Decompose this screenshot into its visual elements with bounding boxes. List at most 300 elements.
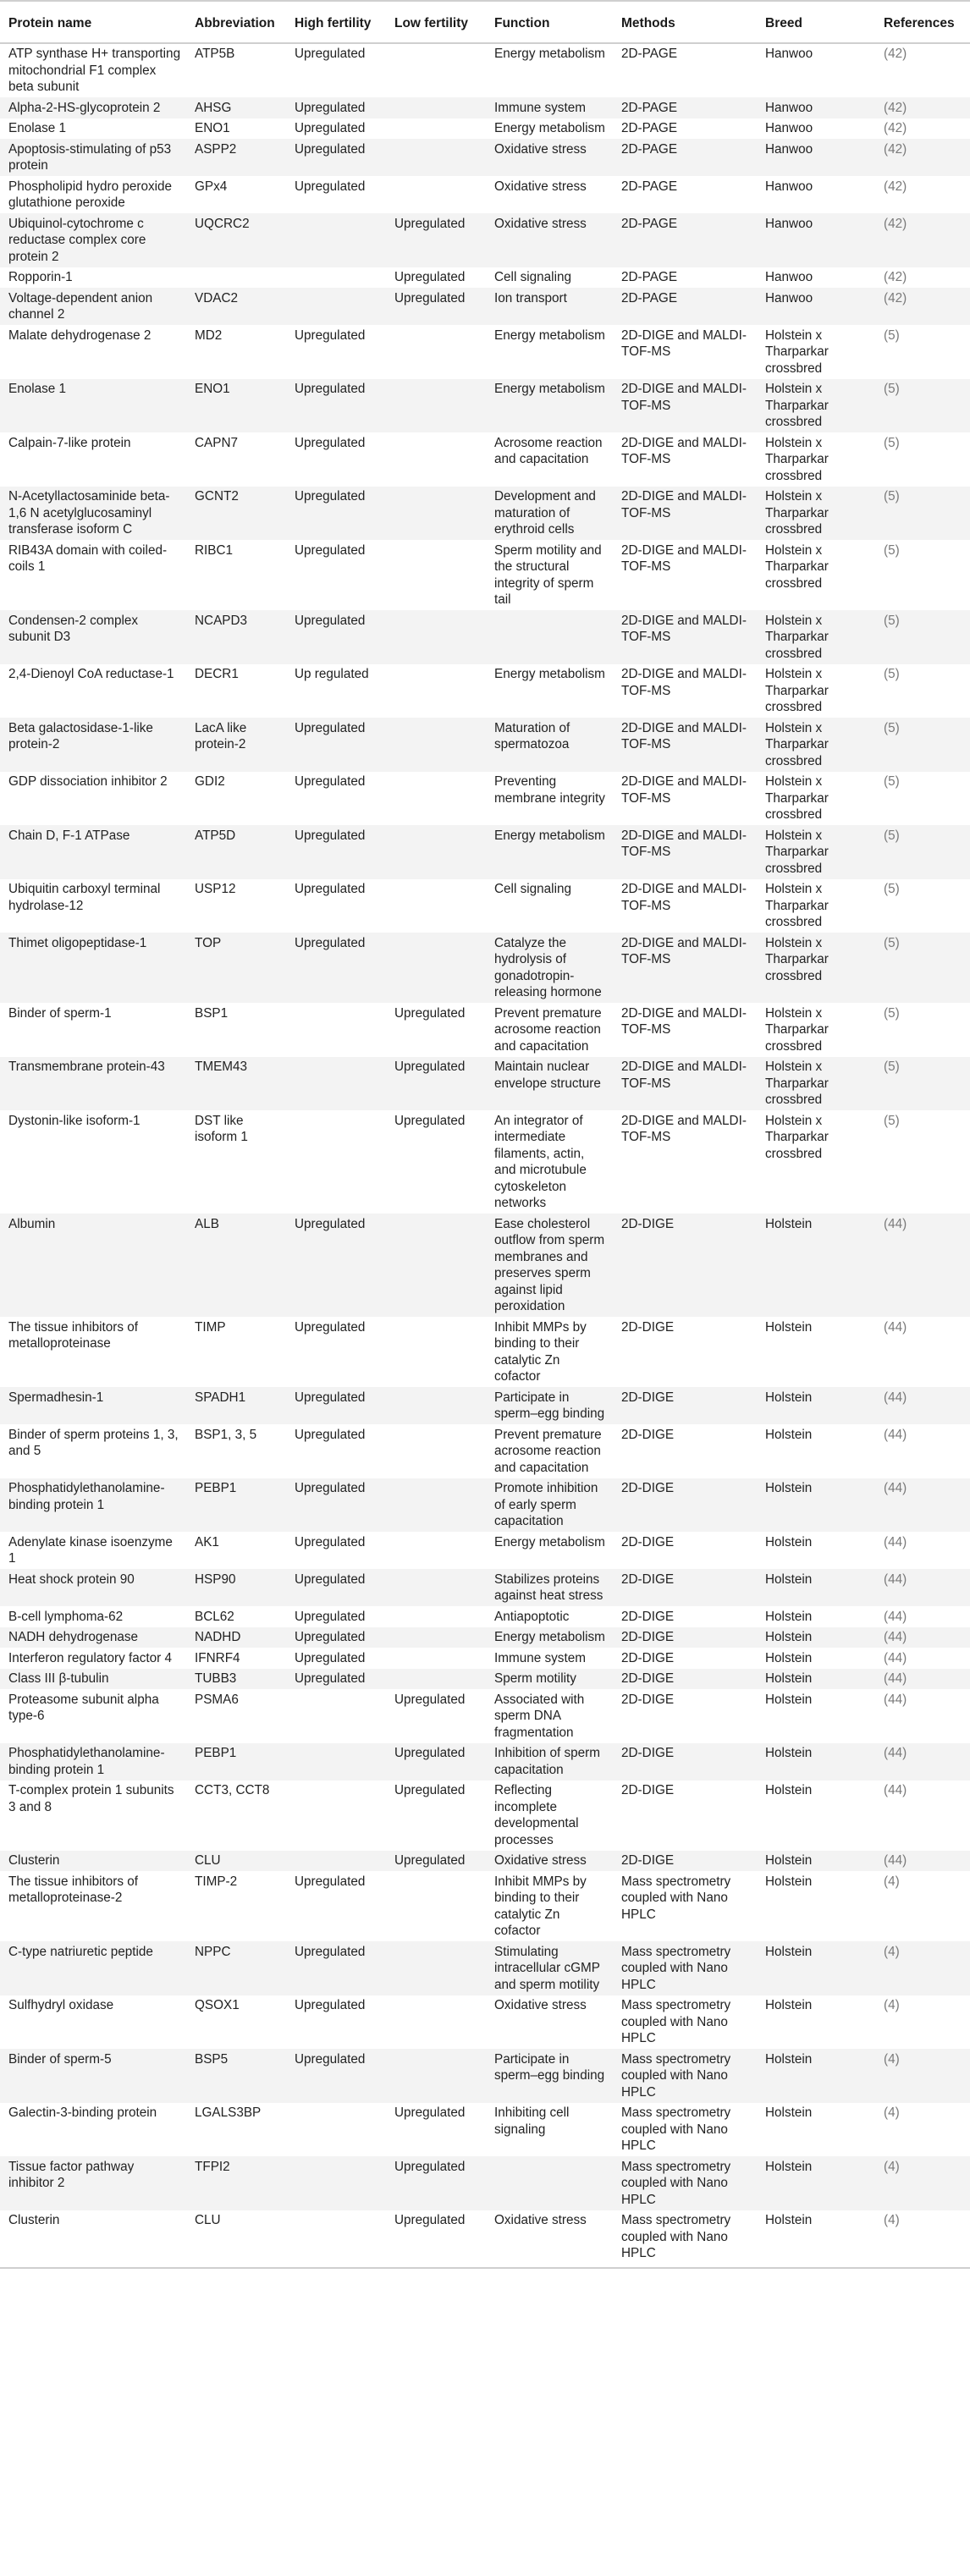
- reference-link[interactable]: 44: [888, 1746, 903, 1760]
- cell-function: Inhibiting cell signaling: [486, 2103, 613, 2157]
- cell-high-fertility: Upregulated: [286, 825, 386, 879]
- cell-function: Immune system: [486, 1648, 613, 1669]
- cell-low-fertility: [386, 1317, 486, 1387]
- header-function: Function: [486, 1, 613, 43]
- cell-function: An integrator of intermediate filaments, actin, and microtubule cytoskeleton networks: [486, 1110, 613, 1214]
- reference-link[interactable]: 5: [888, 382, 896, 396]
- cell-breed: Holstein x Tharparkar crossbred: [757, 879, 875, 933]
- cell-breed: Holstein: [757, 1569, 875, 1606]
- cell-protein-name: Beta galactosidase-1-like protein-2: [0, 718, 186, 772]
- cell-abbreviation: [186, 267, 286, 289]
- cell-methods: 2D-DIGE: [613, 1387, 757, 1424]
- cell-reference: (4): [875, 1941, 970, 1995]
- reference-link[interactable]: 5: [888, 828, 896, 843]
- cell-low-fertility: [386, 1214, 486, 1317]
- reference-link[interactable]: 44: [888, 1783, 903, 1797]
- cell-methods: 2D-DIGE and MALDI-TOF-MS: [613, 933, 757, 1003]
- cell-breed: Holstein x Tharparkar crossbred: [757, 772, 875, 826]
- cell-protein-name: Clusterin: [0, 1851, 186, 1872]
- table-row: [0, 325, 970, 379]
- cell-abbreviation: LacA like protein-2: [186, 718, 286, 772]
- cell-low-fertility: [386, 1669, 486, 1690]
- cell-breed: Holstein: [757, 2210, 875, 2268]
- cell-function: Prevent premature acrosome reaction and capacitation: [486, 1003, 613, 1057]
- cell-function: Participate in sperm–egg binding: [486, 1387, 613, 1424]
- reference-link[interactable]: 44: [888, 1481, 903, 1495]
- cell-methods: 2D-DIGE: [613, 1532, 757, 1569]
- reference-link[interactable]: 44: [888, 1671, 903, 1686]
- cell-high-fertility: Upregulated: [286, 879, 386, 933]
- cell-abbreviation: NADHD: [186, 1627, 286, 1649]
- cell-breed: Holstein x Tharparkar crossbred: [757, 1057, 875, 1111]
- cell-methods: 2D-DIGE: [613, 1743, 757, 1781]
- cell-abbreviation: USP12: [186, 879, 286, 933]
- cell-breed: Hanwoo: [757, 118, 875, 140]
- reference-link[interactable]: 44: [888, 1571, 903, 1587]
- cell-function: [486, 610, 613, 664]
- cell-breed: Holstein x Tharparkar crossbred: [757, 933, 875, 1003]
- cell-breed: Holstein: [757, 1532, 875, 1569]
- cell-protein-name: 2,4-Dienoyl CoA reductase-1: [0, 664, 186, 718]
- table-row: [0, 487, 970, 541]
- cell-low-fertility: Upregulated: [386, 1110, 486, 1214]
- cell-high-fertility: Upregulated: [286, 1995, 386, 2050]
- reference-link[interactable]: 5: [888, 1060, 896, 1074]
- cell-function: Energy metabolism: [486, 664, 613, 718]
- cell-breed: Holstein x Tharparkar crossbred: [757, 664, 875, 718]
- reference-link[interactable]: 4: [888, 1998, 896, 2012]
- cell-abbreviation: CLU: [186, 2210, 286, 2268]
- reference-link[interactable]: 44: [888, 1650, 903, 1665]
- cell-abbreviation: PEBP1: [186, 1743, 286, 1781]
- cell-high-fertility: Upregulated: [286, 432, 386, 487]
- cell-methods: 2D-DIGE and MALDI-TOF-MS: [613, 325, 757, 379]
- cell-reference: (5): [875, 610, 970, 664]
- cell-protein-name: Chain D, F-1 ATPase: [0, 825, 186, 879]
- cell-breed: Holstein: [757, 1941, 875, 1995]
- table-row: [0, 213, 970, 267]
- table-row: [0, 176, 970, 213]
- reference-link[interactable]: 4: [888, 1944, 896, 1959]
- cell-breed: Holstein: [757, 2156, 875, 2210]
- cell-low-fertility: Upregulated: [386, 213, 486, 267]
- cell-protein-name: GDP dissociation inhibitor 2: [0, 772, 186, 826]
- cell-high-fertility: Upregulated: [286, 43, 386, 98]
- cell-function: Inhibit MMPs by binding to their catalytic Zn cofactor: [486, 1317, 613, 1387]
- reference-link[interactable]: 5: [888, 613, 896, 628]
- cell-abbreviation: GCNT2: [186, 487, 286, 541]
- cell-high-fertility: Upregulated: [286, 487, 386, 541]
- cell-protein-name: Binder of sperm-1: [0, 1003, 186, 1057]
- reference-link[interactable]: 4: [888, 2051, 896, 2067]
- cell-function: Ion transport: [486, 288, 613, 325]
- table-row: [0, 1214, 970, 1317]
- cell-breed: Holstein x Tharparkar crossbred: [757, 325, 875, 379]
- cell-low-fertility: [386, 772, 486, 826]
- cell-high-fertility: Upregulated: [286, 1627, 386, 1649]
- cell-methods: 2D-PAGE: [613, 288, 757, 325]
- reference-link[interactable]: 42: [888, 179, 903, 194]
- cell-abbreviation: CAPN7: [186, 432, 286, 487]
- header-row: [0, 1, 970, 43]
- reference-link[interactable]: 4: [888, 2159, 896, 2174]
- cell-low-fertility: [386, 933, 486, 1003]
- cell-methods: 2D-DIGE and MALDI-TOF-MS: [613, 379, 757, 433]
- table-row: [0, 139, 970, 176]
- cell-protein-name: Alpha-2-HS-glycoprotein 2: [0, 97, 186, 118]
- cell-breed: Holstein x Tharparkar crossbred: [757, 379, 875, 433]
- table-row: [0, 2156, 970, 2210]
- cell-methods: 2D-PAGE: [613, 213, 757, 267]
- cell-methods: 2D-PAGE: [613, 118, 757, 140]
- cell-function: Promote inhibition of early sperm capacitation: [486, 1478, 613, 1533]
- cell-abbreviation: ENO1: [186, 379, 286, 433]
- reference-link[interactable]: 42: [888, 121, 903, 135]
- table-row: [0, 933, 970, 1003]
- reference-link[interactable]: 4: [888, 2105, 896, 2120]
- cell-abbreviation: LGALS3BP: [186, 2103, 286, 2157]
- reference-link[interactable]: 42: [888, 141, 903, 157]
- header-protein-name: Protein name: [0, 1, 186, 43]
- cell-low-fertility: [386, 379, 486, 433]
- cell-abbreviation: ALB: [186, 1214, 286, 1317]
- table-row: [0, 610, 970, 664]
- table-row: [0, 1317, 970, 1387]
- cell-high-fertility: Upregulated: [286, 1478, 386, 1533]
- cell-abbreviation: CLU: [186, 1851, 286, 1872]
- cell-high-fertility: Upregulated: [286, 1317, 386, 1387]
- cell-abbreviation: BSP5: [186, 2049, 286, 2103]
- cell-abbreviation: TFPI2: [186, 2156, 286, 2210]
- reference-link[interactable]: 42: [888, 270, 903, 284]
- cell-methods: 2D-DIGE: [613, 1317, 757, 1387]
- cell-high-fertility: Upregulated: [286, 176, 386, 213]
- cell-function: Associated with sperm DNA fragmentation: [486, 1689, 613, 1743]
- reference-link[interactable]: 5: [888, 1005, 896, 1021]
- cell-high-fertility: [286, 2103, 386, 2157]
- cell-reference: (44): [875, 1317, 970, 1387]
- cell-reference: (5): [875, 879, 970, 933]
- cell-breed: Holstein x Tharparkar crossbred: [757, 432, 875, 487]
- cell-breed: Holstein: [757, 1781, 875, 1851]
- cell-function: Reflecting incomplete developmental processes: [486, 1781, 613, 1851]
- cell-function: Oxidative stress: [486, 1851, 613, 1872]
- reference-link[interactable]: 44: [888, 1319, 903, 1335]
- reference-link[interactable]: 44: [888, 1216, 903, 1231]
- cell-protein-name: C-type natriuretic peptide: [0, 1941, 186, 1995]
- cell-high-fertility: [286, 1110, 386, 1214]
- cell-breed: Hanwoo: [757, 43, 875, 98]
- cell-breed: Hanwoo: [757, 288, 875, 325]
- cell-low-fertility: Upregulated: [386, 2103, 486, 2157]
- cell-function: Acrosome reaction and capacitation: [486, 432, 613, 487]
- cell-low-fertility: Upregulated: [386, 267, 486, 289]
- cell-function: Energy metabolism: [486, 1532, 613, 1569]
- cell-low-fertility: [386, 118, 486, 140]
- reference-link[interactable]: 42: [888, 290, 903, 305]
- cell-high-fertility: Upregulated: [286, 118, 386, 140]
- cell-protein-name: RIB43A domain with coiled-coils 1: [0, 540, 186, 610]
- cell-high-fertility: [286, 267, 386, 289]
- cell-abbreviation: TOP: [186, 933, 286, 1003]
- cell-breed: Holstein x Tharparkar crossbred: [757, 610, 875, 664]
- cell-reference: (44): [875, 1851, 970, 1872]
- reference-link[interactable]: 44: [888, 1853, 903, 1868]
- cell-reference: (44): [875, 1606, 970, 1627]
- cell-breed: Holstein: [757, 1387, 875, 1424]
- cell-methods: Mass spectrometry coupled with Nano HPLC: [613, 1995, 757, 2050]
- cell-function: Antiapoptotic: [486, 1606, 613, 1627]
- cell-function: Oxidative stress: [486, 213, 613, 267]
- reference-link[interactable]: 44: [888, 1630, 903, 1644]
- reference-link[interactable]: 5: [888, 720, 896, 735]
- cell-methods: 2D-DIGE: [613, 1648, 757, 1669]
- cell-low-fertility: [386, 1871, 486, 1941]
- cell-protein-name: T-complex protein 1 subunits 3 and 8: [0, 1781, 186, 1851]
- cell-protein-name: The tissue inhibitors of metalloproteinase-2: [0, 1871, 186, 1941]
- cell-methods: Mass spectrometry coupled with Nano HPLC: [613, 2103, 757, 2157]
- table-row: [0, 288, 970, 325]
- table-row: [0, 1387, 970, 1424]
- cell-high-fertility: [286, 2210, 386, 2268]
- cell-methods: 2D-PAGE: [613, 267, 757, 289]
- cell-function: Oxidative stress: [486, 1995, 613, 2050]
- cell-high-fertility: Upregulated: [286, 933, 386, 1003]
- cell-function: Preventing membrane integrity: [486, 772, 613, 826]
- cell-reference: (44): [875, 1532, 970, 1569]
- cell-reference: (5): [875, 933, 970, 1003]
- cell-high-fertility: Upregulated: [286, 540, 386, 610]
- cell-low-fertility: Upregulated: [386, 1743, 486, 1781]
- cell-low-fertility: [386, 664, 486, 718]
- cell-protein-name: Phosphatidylethanolamine-binding protein 1: [0, 1478, 186, 1533]
- cell-high-fertility: [286, 1003, 386, 1057]
- cell-function: Oxidative stress: [486, 139, 613, 176]
- cell-abbreviation: BSP1: [186, 1003, 286, 1057]
- cell-low-fertility: [386, 487, 486, 541]
- cell-reference: (44): [875, 1648, 970, 1669]
- cell-protein-name: Class III β-tubulin: [0, 1669, 186, 1690]
- cell-reference: (42): [875, 176, 970, 213]
- cell-low-fertility: [386, 540, 486, 610]
- reference-link[interactable]: 5: [888, 435, 896, 450]
- cell-reference: (5): [875, 1003, 970, 1057]
- reference-link[interactable]: 44: [888, 1692, 903, 1707]
- cell-abbreviation: ASPP2: [186, 139, 286, 176]
- cell-protein-name: Clusterin: [0, 2210, 186, 2268]
- cell-breed: Holstein x Tharparkar crossbred: [757, 1110, 875, 1214]
- cell-low-fertility: [386, 879, 486, 933]
- cell-abbreviation: ATP5D: [186, 825, 286, 879]
- cell-methods: 2D-PAGE: [613, 139, 757, 176]
- cell-function: Ease cholesterol outflow from sperm membranes and preserves sperm against lipid peroxidation: [486, 1214, 613, 1317]
- cell-reference: (44): [875, 1569, 970, 1606]
- cell-breed: Holstein: [757, 1669, 875, 1690]
- cell-high-fertility: Upregulated: [286, 1669, 386, 1690]
- table-row: [0, 664, 970, 718]
- table-row: [0, 879, 970, 933]
- reference-link[interactable]: 5: [888, 667, 896, 681]
- cell-low-fertility: [386, 1478, 486, 1533]
- reference-link[interactable]: 44: [888, 1534, 903, 1549]
- cell-low-fertility: [386, 1424, 486, 1478]
- reference-link[interactable]: 4: [888, 2213, 896, 2227]
- cell-low-fertility: [386, 1532, 486, 1569]
- table-row: [0, 1995, 970, 2050]
- reference-link[interactable]: 5: [888, 935, 896, 950]
- cell-high-fertility: Upregulated: [286, 1941, 386, 1995]
- cell-methods: Mass spectrometry coupled with Nano HPLC: [613, 2049, 757, 2103]
- cell-reference: (44): [875, 1424, 970, 1478]
- table-row: [0, 1627, 970, 1649]
- table-row: [0, 1851, 970, 1872]
- cell-high-fertility: [286, 1781, 386, 1851]
- cell-reference: (4): [875, 2156, 970, 2210]
- cell-low-fertility: [386, 610, 486, 664]
- cell-low-fertility: Upregulated: [386, 1003, 486, 1057]
- cell-breed: Holstein x Tharparkar crossbred: [757, 1003, 875, 1057]
- cell-methods: 2D-DIGE and MALDI-TOF-MS: [613, 1003, 757, 1057]
- cell-reference: (44): [875, 1387, 970, 1424]
- table-row: [0, 118, 970, 140]
- cell-high-fertility: Upregulated: [286, 1569, 386, 1606]
- reference-link[interactable]: 5: [888, 328, 896, 343]
- cell-high-fertility: Upregulated: [286, 2049, 386, 2103]
- cell-breed: Holstein: [757, 2049, 875, 2103]
- cell-methods: Mass spectrometry coupled with Nano HPLC: [613, 2210, 757, 2268]
- cell-methods: 2D-DIGE: [613, 1689, 757, 1743]
- cell-high-fertility: [286, 1689, 386, 1743]
- cell-high-fertility: Upregulated: [286, 139, 386, 176]
- cell-breed: Hanwoo: [757, 97, 875, 118]
- cell-protein-name: Dystonin-like isoform-1: [0, 1110, 186, 1214]
- cell-function: Energy metabolism: [486, 118, 613, 140]
- cell-protein-name: Phospholipid hydro peroxide glutathione peroxide: [0, 176, 186, 213]
- reference-link[interactable]: 42: [888, 100, 903, 115]
- cell-breed: Hanwoo: [757, 267, 875, 289]
- cell-methods: 2D-PAGE: [613, 176, 757, 213]
- table-row: [0, 1648, 970, 1669]
- reference-link[interactable]: 42: [888, 47, 903, 61]
- cell-function: Oxidative stress: [486, 176, 613, 213]
- table-row: [0, 540, 970, 610]
- header-low-fertility: Low fertility: [386, 1, 486, 43]
- cell-function: Sperm motility: [486, 1669, 613, 1690]
- cell-breed: Hanwoo: [757, 213, 875, 267]
- cell-breed: Hanwoo: [757, 139, 875, 176]
- cell-protein-name: Phosphatidylethanolamine-binding protein 1: [0, 1743, 186, 1781]
- cell-low-fertility: Upregulated: [386, 1057, 486, 1111]
- cell-low-fertility: [386, 1941, 486, 1995]
- table-row: [0, 1689, 970, 1743]
- cell-abbreviation: BCL62: [186, 1606, 286, 1627]
- cell-low-fertility: Upregulated: [386, 1689, 486, 1743]
- reference-link[interactable]: 44: [888, 1390, 903, 1405]
- cell-protein-name: Ropporin-1: [0, 267, 186, 289]
- cell-low-fertility: [386, 825, 486, 879]
- cell-methods: 2D-DIGE and MALDI-TOF-MS: [613, 610, 757, 664]
- cell-low-fertility: [386, 1569, 486, 1606]
- reference-link[interactable]: 5: [888, 882, 896, 896]
- table-row: [0, 1110, 970, 1214]
- cell-breed: Holstein: [757, 1871, 875, 1941]
- cell-reference: (44): [875, 1781, 970, 1851]
- cell-low-fertility: Upregulated: [386, 288, 486, 325]
- header-high-fertility: High fertility: [286, 1, 386, 43]
- cell-methods: 2D-DIGE: [613, 1478, 757, 1533]
- reference-link[interactable]: 42: [888, 216, 903, 231]
- cell-high-fertility: Upregulated: [286, 1871, 386, 1941]
- cell-high-fertility: Upregulated: [286, 1214, 386, 1317]
- cell-methods: 2D-DIGE and MALDI-TOF-MS: [613, 825, 757, 879]
- cell-function: Participate in sperm–egg binding: [486, 2049, 613, 2103]
- cell-protein-name: NADH dehydrogenase: [0, 1627, 186, 1649]
- table-row: [0, 1424, 970, 1478]
- cell-abbreviation: DST like isoform 1: [186, 1110, 286, 1214]
- reference-link[interactable]: 44: [888, 1427, 903, 1442]
- cell-protein-name: Adenylate kinase isoenzyme 1: [0, 1532, 186, 1569]
- cell-reference: (5): [875, 379, 970, 433]
- cell-breed: Holstein x Tharparkar crossbred: [757, 718, 875, 772]
- cell-abbreviation: GPx4: [186, 176, 286, 213]
- cell-low-fertility: [386, 718, 486, 772]
- cell-abbreviation: PEBP1: [186, 1478, 286, 1533]
- cell-methods: 2D-DIGE: [613, 1606, 757, 1627]
- cell-reference: (4): [875, 1995, 970, 2050]
- header-methods: Methods: [613, 1, 757, 43]
- cell-protein-name: ATP synthase H+ transporting mitochondrial F1 complex beta subunit: [0, 43, 186, 98]
- cell-reference: (5): [875, 487, 970, 541]
- cell-abbreviation: VDAC2: [186, 288, 286, 325]
- table-row: [0, 1003, 970, 1057]
- cell-protein-name: Heat shock protein 90: [0, 1569, 186, 1606]
- reference-link[interactable]: 5: [888, 774, 896, 789]
- cell-low-fertility: [386, 2049, 486, 2103]
- cell-low-fertility: [386, 1387, 486, 1424]
- cell-reference: (44): [875, 1669, 970, 1690]
- cell-breed: Holstein x Tharparkar crossbred: [757, 540, 875, 610]
- cell-reference: (4): [875, 2103, 970, 2157]
- cell-high-fertility: Up regulated: [286, 664, 386, 718]
- cell-methods: 2D-DIGE: [613, 1569, 757, 1606]
- cell-low-fertility: [386, 432, 486, 487]
- cell-protein-name: Malate dehydrogenase 2: [0, 325, 186, 379]
- cell-reference: (4): [875, 2210, 970, 2268]
- table-row: [0, 1781, 970, 1851]
- table-row: [0, 97, 970, 118]
- cell-function: Energy metabolism: [486, 379, 613, 433]
- cell-breed: Holstein: [757, 1743, 875, 1781]
- cell-protein-name: Galectin-3-binding protein: [0, 2103, 186, 2157]
- cell-reference: (5): [875, 825, 970, 879]
- table-row: [0, 2103, 970, 2157]
- reference-link[interactable]: 5: [888, 489, 896, 504]
- cell-low-fertility: [386, 1648, 486, 1669]
- cell-protein-name: The tissue inhibitors of metalloproteinase: [0, 1317, 186, 1387]
- cell-protein-name: Sulfhydryl oxidase: [0, 1995, 186, 2050]
- table-row: [0, 379, 970, 433]
- cell-high-fertility: [286, 1851, 386, 1872]
- cell-methods: 2D-DIGE and MALDI-TOF-MS: [613, 540, 757, 610]
- cell-protein-name: Calpain-7-like protein: [0, 432, 186, 487]
- cell-protein-name: Condensen-2 complex subunit D3: [0, 610, 186, 664]
- reference-link[interactable]: 5: [888, 1113, 896, 1128]
- reference-link[interactable]: 5: [888, 542, 896, 558]
- reference-link[interactable]: 44: [888, 1609, 903, 1624]
- cell-reference: (42): [875, 43, 970, 98]
- table-body: [0, 43, 970, 2268]
- reference-link[interactable]: 4: [888, 1874, 896, 1889]
